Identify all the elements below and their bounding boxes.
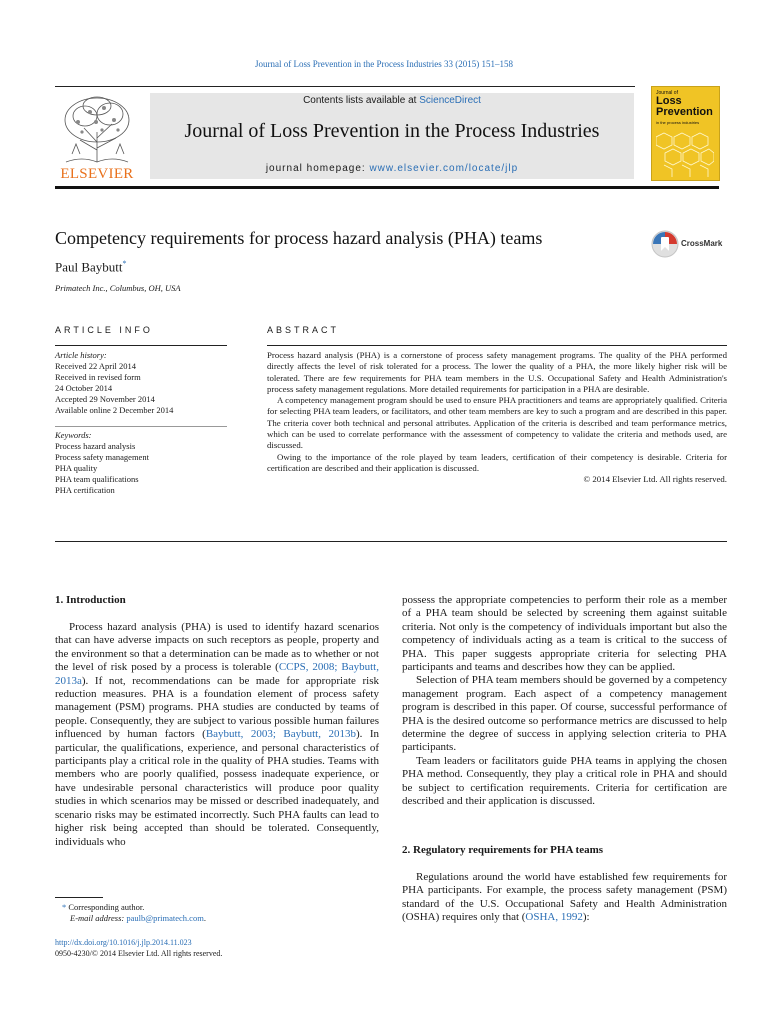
cover-pattern-icon xyxy=(656,129,714,177)
citation-link-osha[interactable]: OSHA, 1992 xyxy=(525,911,583,924)
abstract-body xyxy=(267,350,727,486)
left-column xyxy=(55,621,379,849)
header-rule xyxy=(55,86,635,87)
abstract-paragraph: Owing to the importance of the role played by team leaders, certification of their competency is desirable. Criteria for certification are described and their application is discussed. xyxy=(267,451,727,473)
cover-text-title xyxy=(656,96,713,118)
corresponding-author-mark[interactable]: * xyxy=(122,259,127,268)
cover-text-loss: Loss xyxy=(656,95,682,107)
author-name: Paul Baybutt xyxy=(55,259,123,275)
cover-text-prevention: Prevention xyxy=(656,106,713,118)
abstract-paragraph: Process hazard analysis (PHA) is a cornerstone of process safety management programs. The quality of the PHA performed directly affects the level of risk tolerated for a process. The lower the quality of a PHA, the more likely higher risk will be tolerated. There are few requirements for PHA team members in the U.S. Occupational Safety and Health Administration's process safety management regulations. More detailed requirements for participation in a PHA are desirable. xyxy=(267,350,727,394)
author-affiliation: Primatech Inc., Columbus, OH, USA xyxy=(55,283,181,293)
keyword: Process hazard analysis xyxy=(55,441,136,451)
footnote-mark: * xyxy=(62,902,67,912)
abstract-heading: ABSTRACT xyxy=(267,325,340,335)
article-info-heading: ARTICLE INFO xyxy=(55,325,153,335)
section-1-heading: 1. Introduction xyxy=(55,594,126,606)
homepage-line xyxy=(150,163,634,174)
history-entry: Accepted 29 November 2014 xyxy=(55,394,155,404)
email-label: E-mail address: xyxy=(70,913,127,923)
intro-text-a: Process hazard analysis (PHA) is used to identify hazard scenarios that can have adverse impacts on such receptors as people, property and the environment so that a determination can be made as to whether or not the level of risk posed by a process is tolerable ( xyxy=(55,621,379,674)
keyword: Process safety management xyxy=(55,452,149,462)
abstract-rule xyxy=(267,345,727,346)
email-period: . xyxy=(203,913,206,923)
abstract-paragraph: A competency management program should be used to ensure PHA practitioners and teams are appropriately qualified. Criteria for selecting PHA team leaders, or facilitators, and other team members are key to such a program and are described in this paper. The criteria cover both technical and personal attributes. Application of the criteria is described and team performance metrics, which can be used to correlate performance with the assessment of competency to validate the criteria and methods used, are discussed. xyxy=(267,395,727,451)
keywords-label: Keywords: xyxy=(55,430,92,440)
body-paragraph: Selection of PHA team members should be governed by a competency management program. Each aspect of a competency management program is described in this paper. Of course, successful performance of PHA is the desired outcome so performance metrics are discussed to help determine the degree of success in applying selection criteria to PHA participants. xyxy=(402,674,727,754)
footnote-rule xyxy=(55,897,103,898)
citation-link-ccps[interactable]: CCPS, 2008; Baybutt, 2013a xyxy=(55,661,379,687)
sec2-text-a: Regulations around the world have established few requirements for PHA participants. For example, the process safety management (PSM) standard of the U.S. Occupational Safety and Health Administration (OSHA) requires only that ( xyxy=(402,871,727,924)
issn-copyright: 0950-4230/© 2014 Elsevier Ltd. All rights reserved. xyxy=(55,949,223,958)
elsevier-wordmark: ELSEVIER xyxy=(60,166,134,182)
sciencedirect-link[interactable]: ScienceDirect xyxy=(419,95,481,106)
homepage-link[interactable]: www.elsevier.com/locate/jlp xyxy=(369,163,519,174)
footnote-text: Corresponding author. xyxy=(66,902,145,912)
journal-title: Journal of Loss Prevention in the Process Industries xyxy=(184,120,600,142)
intro-text-b: ). If not, recommendations can be made for appropriate risk reduction measures. PHA is a foundation element of process safety management (PSM) programs. PHA studies are conducted by teams of people. Consequently, they are subject to various possible human failures influenced by human factors ( xyxy=(55,674,379,741)
keyword: PHA team qualifications xyxy=(55,474,139,484)
section-2-body xyxy=(402,871,727,925)
history-entry: Received 22 April 2014 xyxy=(55,361,136,371)
history-entry: Available online 2 December 2014 xyxy=(55,405,174,415)
journal-citation[interactable]: Journal of Loss Prevention in the Process Industries 33 (2015) 151–158 xyxy=(255,59,513,69)
right-column xyxy=(402,594,727,809)
article-info-rule xyxy=(55,345,227,346)
keyword: PHA certification xyxy=(55,485,115,495)
crossmark-label[interactable]: CrossMark xyxy=(681,239,723,248)
email-link[interactable]: paulb@primatech.com xyxy=(126,913,204,923)
body-paragraph: Team leaders or facilitators guide PHA teams in applying the chosen PHA method. Consequently, they play a critical role in PHA and should be subject to certification requirements. Criteria for certification are described and their application is discussed. xyxy=(402,754,727,808)
intro-text-c: ). In particular, the qualifications, experience, and personal characteristics of participants play a critical role in the quality of PHA studies. Teams with members who are poorly qualified, possess inadequate experience, or have undesirable personal characteristics will produce poor quality studies in which scenarios may be missed or described inadequately, and scenario risks may be estimated incorrectly. Such PHA faults can lead to higher risk being accepted than should be tolerated. Consequently, individuals who xyxy=(55,728,379,848)
journal-masthead xyxy=(150,93,634,179)
body-rule xyxy=(55,541,727,542)
email-footnote xyxy=(70,913,206,923)
history-label: Article history: xyxy=(55,350,107,360)
history-entry: Received in revised form xyxy=(55,372,141,382)
journal-cover-thumbnail[interactable] xyxy=(651,86,720,181)
sec2-text-b: ): xyxy=(582,911,590,924)
intro-paragraph xyxy=(55,621,379,849)
history-entry: 24 October 2014 xyxy=(55,383,113,393)
doi-link[interactable]: http://dx.doi.org/10.1016/j.jlp.2014.11.023 xyxy=(55,938,192,947)
cover-text-subtitle: in the process industries xyxy=(656,120,700,125)
contents-prefix: Contents lists available at xyxy=(303,95,420,106)
contents-line xyxy=(150,95,634,106)
body-paragraph: possess the appropriate competencies to perform their role as a member of a PHA team should be selected by screening them against suitable criteria. Not only is the competency of individuals important but also the competency of individuals acting as a team is critical to the success of PHA. This paper suggests appropriate criteria for selecting PHA participants and teams and describes how they can be applied. xyxy=(402,594,727,674)
body-paragraph xyxy=(402,871,727,925)
corresponding-author-footnote xyxy=(62,902,144,912)
section-2-heading: 2. Regulatory requirements for PHA teams xyxy=(402,844,604,856)
author-line xyxy=(55,259,127,275)
cover-text-journal-of: Journal of xyxy=(656,90,678,96)
article-title: Competency requirements for process hazard analysis (PHA) teams xyxy=(55,228,543,248)
keyword: PHA quality xyxy=(55,463,98,473)
homepage-prefix: journal homepage: xyxy=(265,163,370,174)
keywords-rule xyxy=(55,426,227,427)
citation-link-baybutt[interactable]: Baybutt, 2003; Baybutt, 2013b xyxy=(205,728,356,741)
abstract-copyright: © 2014 Elsevier Ltd. All rights reserved. xyxy=(583,474,727,485)
masthead-rule xyxy=(55,186,719,189)
